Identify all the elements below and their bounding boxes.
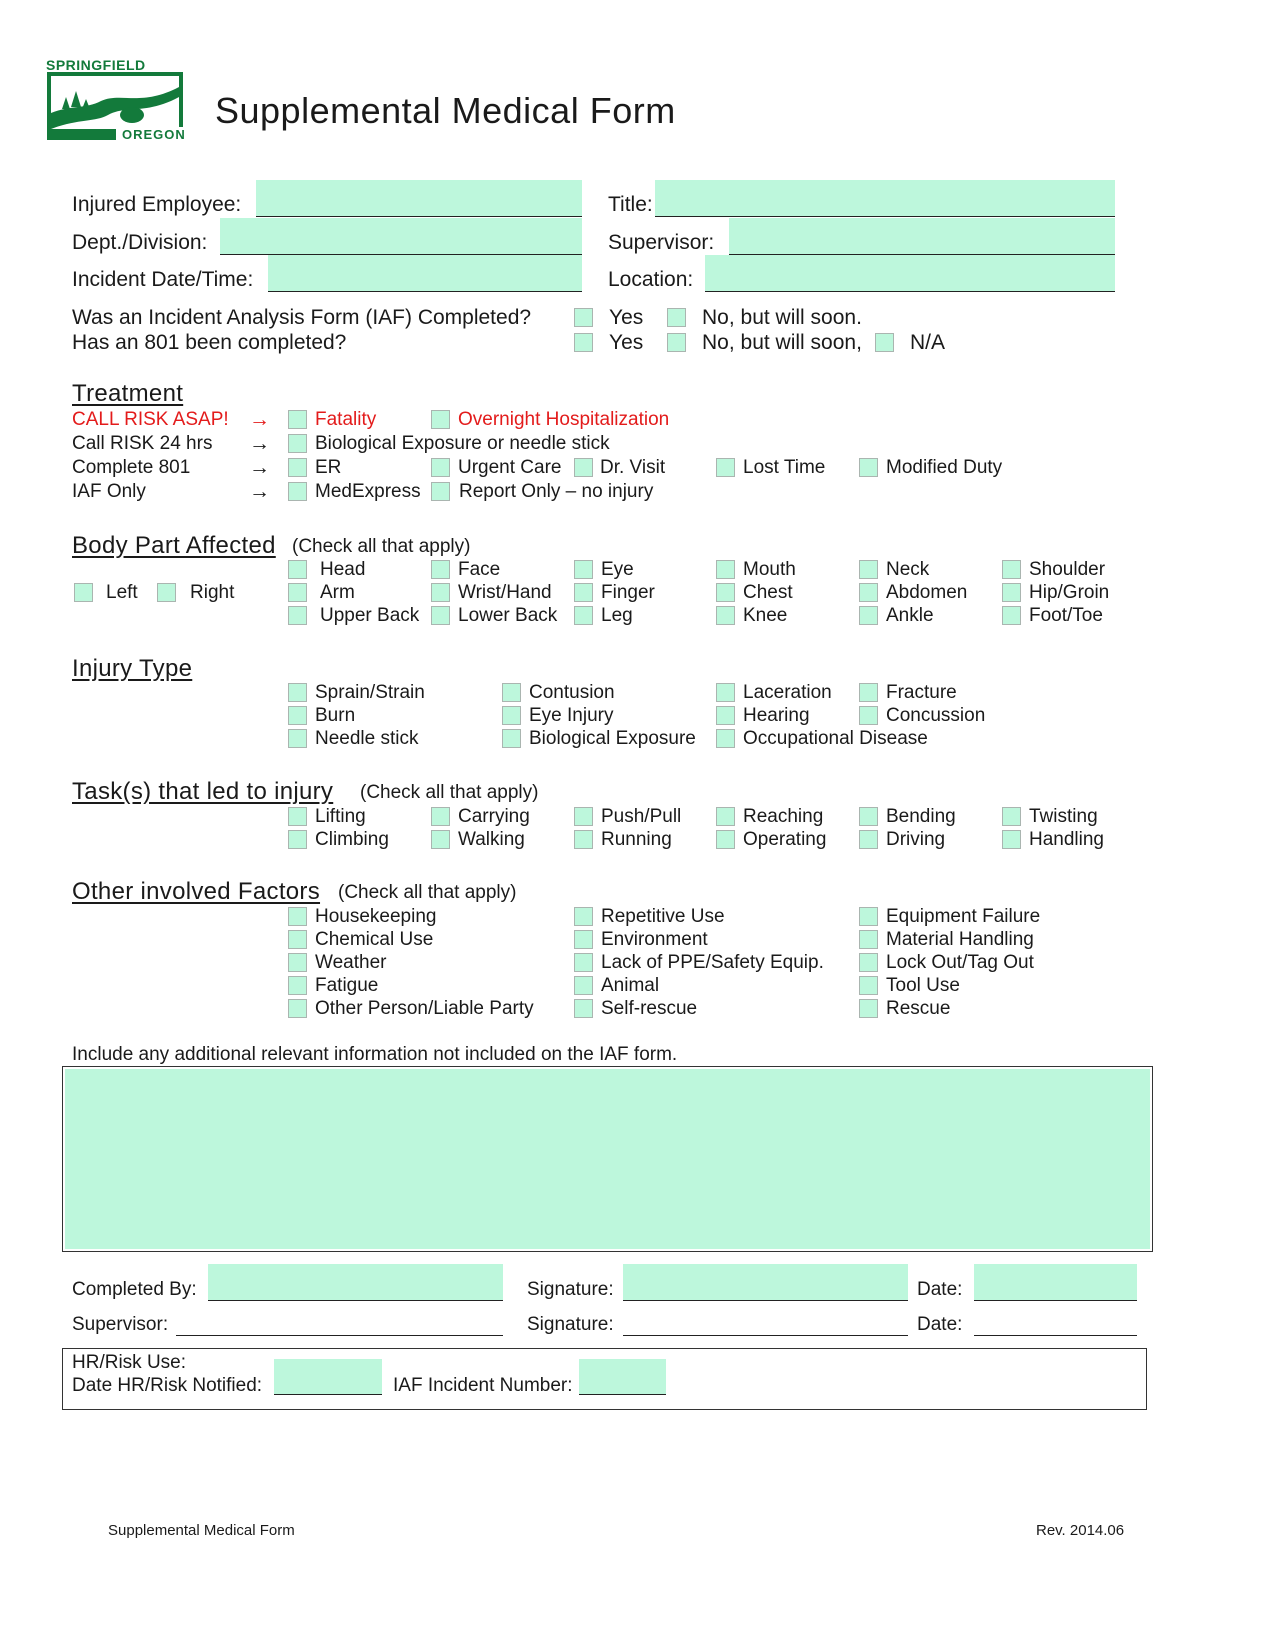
burn-label: Burn (315, 705, 356, 726)
sprain-strain-label: Sprain/Strain (315, 682, 425, 703)
hr-notified-label: Date HR/Risk Notified: (72, 1375, 263, 1396)
dr-visit-checkbox[interactable] (574, 458, 593, 477)
lifting-label: Lifting (315, 806, 366, 827)
housekeeping-checkbox[interactable] (288, 907, 307, 926)
material-handling-label: Material Handling (886, 929, 1034, 950)
treatment-heading: Treatment (72, 380, 184, 407)
hearing-checkbox[interactable] (716, 706, 735, 725)
801-no-label: No, but will soon, (702, 331, 862, 354)
occupational-disease-checkbox[interactable] (716, 729, 735, 748)
iaf-question: Was an Incident Analysis Form (IAF) Completed? (72, 306, 532, 329)
weather-label: Weather (315, 952, 387, 973)
completed-by-field[interactable] (208, 1264, 503, 1301)
face-checkbox[interactable] (431, 560, 450, 579)
weather-checkbox[interactable] (288, 953, 307, 972)
needle-stick-label: Needle stick (315, 728, 419, 749)
additional-info-textarea[interactable] (65, 1069, 1150, 1249)
rescue-label: Rescue (886, 998, 951, 1019)
environment-label: Environment (601, 929, 708, 950)
dr-visit-label: Dr. Visit (600, 457, 666, 478)
lower-back-label: Lower Back (458, 605, 558, 626)
medexpress-checkbox[interactable] (288, 482, 307, 501)
eye-injury-checkbox[interactable] (502, 706, 521, 725)
self-rescue-checkbox[interactable] (574, 999, 593, 1018)
reaching-checkbox[interactable] (716, 807, 735, 826)
repetitive-use-label: Repetitive Use (601, 906, 725, 927)
title-label: Title: (608, 193, 653, 216)
knee-checkbox[interactable] (716, 606, 735, 625)
eye-injury-label: Eye Injury (529, 705, 614, 726)
wrist-hand-checkbox[interactable] (431, 583, 450, 602)
walking-checkbox[interactable] (431, 830, 450, 849)
medexpress-label: MedExpress (315, 481, 421, 502)
chemical-use-checkbox[interactable] (288, 930, 307, 949)
left-checkbox[interactable] (74, 583, 93, 602)
left-label: Left (106, 582, 138, 603)
tool-use-label: Tool Use (886, 975, 960, 996)
hearing-label: Hearing (743, 705, 810, 726)
tool-use-checkbox[interactable] (859, 976, 878, 995)
driving-checkbox[interactable] (859, 830, 878, 849)
tasks-heading: Task(s) that led to injury (72, 778, 334, 805)
call-risk-asap-label: CALL RISK ASAP! (72, 409, 229, 430)
fatality-label: Fatality (315, 409, 377, 430)
chest-checkbox[interactable] (716, 583, 735, 602)
801-yes-label: Yes (609, 331, 644, 354)
footer-form-name: Supplemental Medical Form (108, 1522, 295, 1539)
iaf-number-field[interactable] (579, 1359, 666, 1395)
urgent-care-label: Urgent Care (458, 457, 562, 478)
dept-field[interactable] (220, 218, 582, 255)
hip-groin-label: Hip/Groin (1029, 582, 1110, 603)
laceration-checkbox[interactable] (716, 683, 735, 702)
tasks-note: (Check all that apply) (360, 782, 539, 803)
arrow-icon: → (249, 456, 270, 479)
finger-checkbox[interactable] (574, 583, 593, 602)
reaching-label: Reaching (743, 806, 824, 827)
contusion-label: Contusion (529, 682, 615, 703)
supervisor-signoff-field[interactable] (176, 1302, 503, 1336)
bending-label: Bending (886, 806, 956, 827)
other-person-liable-party-checkbox[interactable] (288, 999, 307, 1018)
eye-label: Eye (601, 559, 634, 580)
logo-line1: SPRINGFIELD (46, 57, 146, 73)
concussion-checkbox[interactable] (859, 706, 878, 725)
lifting-checkbox[interactable] (288, 807, 307, 826)
upper-back-checkbox[interactable] (288, 606, 307, 625)
burn-checkbox[interactable] (288, 706, 307, 725)
contusion-checkbox[interactable] (502, 683, 521, 702)
sprain-strain-checkbox[interactable] (288, 683, 307, 702)
running-label: Running (601, 829, 672, 850)
biological-exposure-checkbox[interactable] (288, 434, 307, 453)
climbing-checkbox[interactable] (288, 830, 307, 849)
equipment-failure-checkbox[interactable] (859, 907, 878, 926)
upper-back-label: Upper Back (320, 605, 420, 626)
supervisor-date-field[interactable] (974, 1302, 1137, 1336)
twisting-checkbox[interactable] (1002, 807, 1021, 826)
fatigue-label: Fatigue (315, 975, 379, 996)
biological-exposure-label: Biological Exposure or needle stick (315, 433, 610, 454)
mouth-checkbox[interactable] (716, 560, 735, 579)
completed-by-label: Completed By: (72, 1279, 197, 1300)
leg-checkbox[interactable] (574, 606, 593, 625)
arrow-icon: → (249, 432, 270, 455)
801-yes-checkbox[interactable] (574, 333, 593, 352)
driving-label: Driving (886, 829, 946, 850)
injury-type-heading: Injury Type (72, 655, 193, 682)
arrow-icon: → (249, 408, 270, 431)
additional-info-label: Include any additional relevant information not included on the IAF form. (72, 1044, 678, 1065)
arm-checkbox[interactable] (288, 583, 307, 602)
modified-duty-checkbox[interactable] (859, 458, 878, 477)
face-label: Face (458, 559, 501, 580)
foot-toe-label: Foot/Toe (1029, 605, 1103, 626)
801-na-checkbox[interactable] (875, 333, 894, 352)
er-label: ER (315, 457, 342, 478)
neck-checkbox[interactable] (859, 560, 878, 579)
signature-label: Signature: (527, 1314, 614, 1335)
lower-back-checkbox[interactable] (431, 606, 450, 625)
date-label: Date: (917, 1314, 963, 1335)
biological-exposure-label: Biological Exposure (529, 728, 696, 749)
other-person-liable-party-label: Other Person/Liable Party (315, 998, 534, 1019)
handling-label: Handling (1029, 829, 1104, 850)
head-label: Head (320, 559, 366, 580)
complete-801-label: Complete 801 (72, 457, 191, 478)
shoulder-label: Shoulder (1029, 559, 1106, 580)
fatigue-checkbox[interactable] (288, 976, 307, 995)
lack-of-ppe-safety-equip-label: Lack of PPE/Safety Equip. (601, 952, 824, 973)
laceration-label: Laceration (743, 682, 832, 703)
right-label: Right (190, 582, 235, 603)
supervisor-signoff-label: Supervisor: (72, 1314, 169, 1335)
fracture-checkbox[interactable] (859, 683, 878, 702)
rescue-checkbox[interactable] (859, 999, 878, 1018)
lock-out-tag-out-checkbox[interactable] (859, 953, 878, 972)
801-na-label: N/A (910, 331, 946, 354)
abdomen-checkbox[interactable] (859, 583, 878, 602)
iaf-yes-label: Yes (609, 306, 644, 329)
head-checkbox[interactable] (288, 560, 307, 579)
running-checkbox[interactable] (574, 830, 593, 849)
lost-time-label: Lost Time (743, 457, 826, 478)
iaf-no-label: No, but will soon. (702, 306, 862, 329)
climbing-label: Climbing (315, 829, 389, 850)
push-pull-label: Push/Pull (601, 806, 682, 827)
hip-groin-checkbox[interactable] (1002, 583, 1021, 602)
wrist-hand-label: Wrist/Hand (458, 582, 552, 603)
lock-out-tag-out-label: Lock Out/Tag Out (886, 952, 1034, 973)
eye-checkbox[interactable] (574, 560, 593, 579)
completed-signature-field[interactable] (623, 1264, 908, 1301)
carrying-checkbox[interactable] (431, 807, 450, 826)
chest-label: Chest (743, 582, 793, 603)
animal-checkbox[interactable] (574, 976, 593, 995)
arrow-icon: → (249, 480, 270, 503)
iaf-only-label: IAF Only (72, 481, 146, 502)
animal-label: Animal (601, 975, 660, 996)
hr-notified-field[interactable] (274, 1359, 382, 1395)
iaf-yes-checkbox[interactable] (574, 308, 593, 327)
overnight-hospitalization-label: Overnight Hospitalization (458, 409, 670, 430)
overnight-hospitalization-checkbox[interactable] (431, 410, 450, 429)
location-field[interactable] (705, 255, 1115, 292)
arm-label: Arm (320, 582, 355, 603)
needle-stick-checkbox[interactable] (288, 729, 307, 748)
modified-duty-label: Modified Duty (886, 457, 1003, 478)
signature-label: Signature: (527, 1279, 614, 1300)
self-rescue-label: Self-rescue (601, 998, 698, 1019)
supervisor-label: Supervisor: (608, 231, 715, 254)
body-part-heading-text: Body Part Affected (72, 532, 276, 559)
title-field[interactable] (655, 180, 1115, 217)
location-label: Location: (608, 268, 694, 291)
springfield-oregon-logo (46, 57, 188, 143)
push-pull-checkbox[interactable] (574, 807, 593, 826)
call-risk-24-label: Call RISK 24 hrs (72, 433, 213, 454)
environment-checkbox[interactable] (574, 930, 593, 949)
foot-toe-checkbox[interactable] (1002, 606, 1021, 625)
material-handling-checkbox[interactable] (859, 930, 878, 949)
801-no-checkbox[interactable] (667, 333, 686, 352)
completed-date-field[interactable] (974, 1264, 1137, 1301)
factors-heading: Other involved Factors (72, 878, 321, 905)
leg-label: Leg (601, 605, 633, 626)
mouth-label: Mouth (743, 559, 796, 580)
date-label: Date: (917, 1279, 963, 1300)
logo-line2: OREGON (122, 127, 186, 142)
ankle-label: Ankle (886, 605, 934, 626)
knee-label: Knee (743, 605, 788, 626)
chemical-use-label: Chemical Use (315, 929, 434, 950)
bending-checkbox[interactable] (859, 807, 878, 826)
hr-risk-title: HR/Risk Use: (72, 1352, 187, 1373)
finger-label: Finger (601, 582, 655, 603)
incident-datetime-field[interactable] (268, 255, 582, 292)
er-checkbox[interactable] (288, 458, 307, 477)
lost-time-checkbox[interactable] (716, 458, 735, 477)
ankle-checkbox[interactable] (859, 606, 878, 625)
dept-label: Dept./Division: (72, 231, 208, 254)
supervisor-field[interactable] (729, 218, 1115, 255)
operating-checkbox[interactable] (716, 830, 735, 849)
neck-label: Neck (886, 559, 930, 580)
walking-label: Walking (458, 829, 525, 850)
concussion-label: Concussion (886, 705, 986, 726)
abdomen-label: Abdomen (886, 582, 968, 603)
body-part-note: (Check all that apply) (292, 536, 471, 557)
lack-of-ppe-safety-equip-checkbox[interactable] (574, 953, 593, 972)
carrying-label: Carrying (458, 806, 530, 827)
supervisor-signature-field[interactable] (623, 1302, 908, 1336)
right-checkbox[interactable] (157, 583, 176, 602)
factors-note: (Check all that apply) (338, 882, 517, 903)
shoulder-checkbox[interactable] (1002, 560, 1021, 579)
page-title: Supplemental Medical Form (215, 90, 676, 131)
body-part-heading (72, 532, 276, 560)
incident-datetime-label: Incident Date/Time: (72, 268, 254, 291)
equipment-failure-label: Equipment Failure (886, 906, 1041, 927)
report-only-checkbox[interactable] (431, 482, 450, 501)
twisting-label: Twisting (1029, 806, 1098, 827)
urgent-care-checkbox[interactable] (431, 458, 450, 477)
repetitive-use-checkbox[interactable] (574, 907, 593, 926)
injured-employee-label: Injured Employee: (72, 193, 242, 216)
occupational-disease-label: Occupational Disease (743, 728, 928, 749)
injured-employee-field[interactable] (256, 180, 582, 217)
footer-revision: Rev. 2014.06 (1036, 1522, 1125, 1539)
biological-exposure-checkbox[interactable] (502, 729, 521, 748)
801-question: Has an 801 been completed? (72, 331, 347, 354)
housekeeping-label: Housekeeping (315, 906, 437, 927)
iaf-number-label: IAF Incident Number: (393, 1375, 573, 1396)
handling-checkbox[interactable] (1002, 830, 1021, 849)
fracture-label: Fracture (886, 682, 957, 703)
iaf-no-checkbox[interactable] (667, 308, 686, 327)
fatality-checkbox[interactable] (288, 410, 307, 429)
operating-label: Operating (743, 829, 827, 850)
report-only-label: Report Only – no injury (459, 481, 654, 502)
